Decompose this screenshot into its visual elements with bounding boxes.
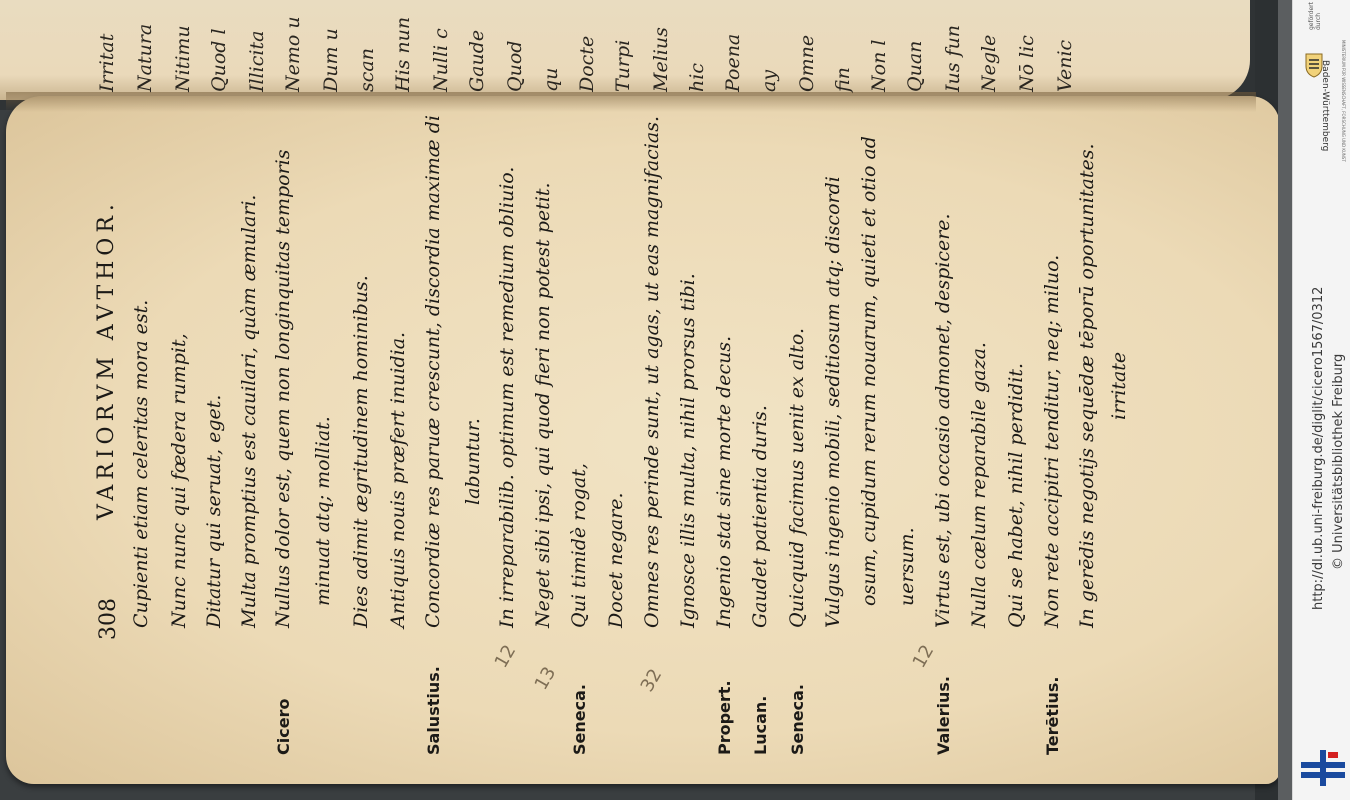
facing-page-line: Nitimu (172, 25, 194, 92)
facing-page-line: Quan (904, 40, 926, 92)
facing-page-line: Irritat (96, 33, 118, 92)
funder-caption: gefördert durch (1308, 2, 1322, 30)
running-header: VARIORVM AVTHOR. (94, 199, 119, 520)
facing-page-line: Illicita (246, 30, 268, 92)
text-line: In gerēdis negotijs sequēdæ tēporū oportunitates. (1076, 143, 1098, 628)
facing-page-line: fin (832, 67, 854, 92)
facing-page-line: Nulli c (430, 28, 452, 92)
text-line: Nullus dolor est, quem non longinquitas temporis (272, 149, 294, 628)
facing-page-line: qu (540, 67, 562, 92)
text-line: Multa promptius est cauilari, quàm æmulari. (238, 194, 260, 628)
facing-page-line: Docte (576, 35, 598, 92)
text-line: Quicquid facimus uenit ex alto. (786, 328, 808, 628)
facing-page-line: Gaude (466, 29, 488, 92)
facing-page-line: ay (758, 69, 780, 92)
facing-page-line: Poena (722, 33, 744, 92)
page-number: 308 (96, 598, 121, 640)
author-label: Seneca. (788, 684, 807, 755)
text-line: Ingenio stat sine morte decus. (713, 335, 735, 628)
text-line: Virtus est, ubi occasio admonet, despicere. (932, 213, 954, 628)
funder-name: Baden-Württemberg (1320, 60, 1330, 152)
text-line: Ditatur qui seruat, eget. (203, 394, 225, 628)
facing-page-line: Omne (796, 34, 818, 92)
margin-annotation: 12 (908, 641, 939, 672)
text-line: labuntur. (462, 418, 484, 505)
facing-page-line: hic (686, 63, 708, 92)
text-line: uersum. (896, 527, 918, 606)
text-line: irritate (1108, 351, 1130, 420)
facing-page-line: Dum u (320, 28, 342, 92)
scan-stand (1278, 0, 1292, 800)
text-line: Qui timidè rogat, (568, 463, 590, 628)
author-label: Propert. (715, 680, 734, 755)
author-label: Valerius. (934, 675, 953, 755)
author-label: Lucan. (751, 695, 770, 755)
margin-annotation: 32 (636, 665, 667, 696)
facing-page-line: Negle (978, 34, 1000, 92)
text-line: Ignosce illis multa, nihil prorsus tibi. (677, 273, 699, 628)
text-line: minuat atq; molliat. (312, 416, 334, 606)
text-line: Cupienti etiam celeritas mora est. (130, 299, 152, 628)
facing-page (0, 0, 1250, 100)
text-line: Dies adimit ægritudinem hominibus. (350, 275, 372, 628)
author-label: Salustius. (424, 666, 443, 755)
text-line: Nunc nunc qui fœdera rumpit, (168, 333, 190, 628)
text-line: Vulgus ingenio mobili, seditiosum atq; discordi (822, 176, 844, 628)
facing-page-line: Natura (134, 23, 156, 92)
text-line: Gaudet patientia duris. (749, 405, 771, 628)
text-line: osum, cupidum rerum nouarum, quieti et otio ad (858, 136, 880, 606)
text-line: Concordiæ res paruæ crescunt, discordia maximæ di (422, 115, 444, 628)
facing-page-line: Non l (868, 39, 890, 92)
text-line: Non rete accipitri tenditur, neq; miluo. (1041, 254, 1063, 628)
facing-page-line: His nun (392, 16, 414, 92)
facing-page-line: Nō lic (1016, 35, 1038, 92)
library-logo-icon (1301, 748, 1345, 788)
facing-page-line: Turpi (612, 39, 634, 92)
text-line: In irreparabilib. optimum est remedium obliuio. (496, 166, 518, 628)
facing-page-line: Nemo u (282, 16, 304, 92)
text-line: Omnes res perinde sunt, ut agas, ut eas magnifacias. (641, 115, 663, 628)
page-gutter-shadow (6, 92, 1256, 112)
text-line: Docet negare. (605, 492, 627, 628)
margin-annotation: 13 (530, 663, 561, 694)
text-line: Nulla cælum reparabile gaza. (968, 342, 990, 628)
facing-page-line: scan (356, 48, 378, 92)
funder-ministry: MINISTERIUM FÜR WISSENSCHAFT, FORSCHUNG UND KUNST (1341, 40, 1346, 162)
author-label: Terētius. (1043, 676, 1062, 755)
facing-page-line: Melius (650, 27, 672, 92)
facing-page-line: Quod (504, 40, 526, 92)
margin-annotation: 12 (490, 641, 521, 672)
facing-page-line: Quod l (208, 28, 230, 92)
facing-page-line: Ius fun (942, 24, 964, 92)
copyright-notice: © Universitätsbibliothek Freiburg (1331, 353, 1346, 570)
permalink-url[interactable]: http://dl.ub.uni-freiburg.de/diglit/cicero1567/0312 (1311, 286, 1326, 610)
author-label: Seneca. (570, 684, 589, 755)
text-line: Antiquis nouis præfert inuidia. (387, 331, 409, 628)
facing-page-line: Venic (1054, 39, 1076, 92)
text-line: Qui se habet, nihil perdidit. (1005, 362, 1027, 628)
author-label: Cicero (274, 698, 293, 755)
text-line: Neget sibi ipsi, qui quod fieri non potest petit. (532, 182, 554, 628)
